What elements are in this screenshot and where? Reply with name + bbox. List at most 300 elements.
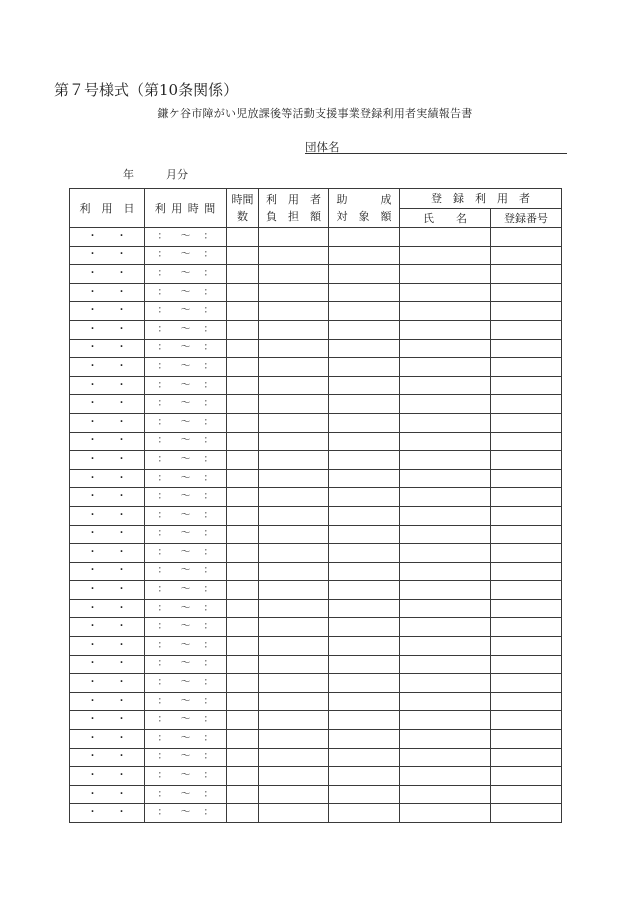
time-colon: ： (157, 323, 168, 335)
time-colon: ： (157, 305, 168, 317)
subsidy-target-cell[interactable] (329, 599, 400, 618)
hours-cell[interactable] (227, 599, 259, 618)
usage-time-cell[interactable] (145, 246, 227, 265)
usage-time-cell[interactable] (145, 451, 227, 470)
subsidy-target-cell[interactable] (329, 711, 400, 730)
subsidy-target-cell[interactable] (329, 581, 400, 600)
date-separator-dot: ・ (116, 677, 127, 689)
hours-cell[interactable] (227, 581, 259, 600)
subsidy-target-cell[interactable] (329, 302, 400, 321)
date-separators (70, 768, 144, 785)
registration-number-cell[interactable] (491, 413, 562, 432)
registration-number-cell[interactable] (491, 265, 562, 284)
hours-cell[interactable] (227, 358, 259, 377)
hours-cell[interactable] (227, 618, 259, 637)
user-burden-cell[interactable] (259, 488, 329, 507)
table-row (70, 432, 562, 451)
time-range-tilde: ～ (180, 453, 191, 465)
registration-number-cell[interactable] (491, 302, 562, 321)
time-range-separators (145, 247, 226, 264)
user-burden-cell[interactable] (259, 302, 329, 321)
time-colon: ： (203, 435, 214, 447)
subsidy-target-cell[interactable] (329, 339, 400, 358)
usage-time-cell[interactable] (145, 562, 227, 581)
user-burden-cell[interactable] (259, 655, 329, 674)
registration-number-cell[interactable] (491, 730, 562, 749)
hours-cell[interactable] (227, 637, 259, 656)
usage-date-cell[interactable] (70, 228, 145, 247)
user-name-cell[interactable] (400, 320, 491, 339)
user-burden-cell[interactable] (259, 599, 329, 618)
date-separator-dot: ・ (116, 788, 127, 800)
date-separator-dot: ・ (87, 230, 98, 242)
date-separator-dot: ・ (87, 584, 98, 596)
time-colon: ： (157, 546, 168, 558)
hours-cell[interactable] (227, 730, 259, 749)
hours-cell[interactable] (227, 339, 259, 358)
hours-cell[interactable] (227, 562, 259, 581)
usage-date-cell[interactable] (70, 376, 145, 395)
user-name-cell[interactable] (400, 730, 491, 749)
usage-date-cell[interactable] (70, 395, 145, 414)
subsidy-target-cell[interactable] (329, 395, 400, 414)
hours-cell[interactable] (227, 767, 259, 786)
subsidy-target-cell[interactable] (329, 785, 400, 804)
hours-cell[interactable] (227, 395, 259, 414)
user-name-cell[interactable] (400, 804, 491, 823)
usage-date-cell[interactable] (70, 748, 145, 767)
subsidy-target-cell[interactable] (329, 804, 400, 823)
hours-cell[interactable] (227, 265, 259, 284)
subsidy-target-cell[interactable] (329, 655, 400, 674)
time-colon: ： (157, 509, 168, 521)
user-name-cell[interactable] (400, 692, 491, 711)
usage-time-cell[interactable] (145, 748, 227, 767)
user-burden-cell[interactable] (259, 544, 329, 563)
user-name-cell[interactable] (400, 246, 491, 265)
user-burden-cell[interactable] (259, 748, 329, 767)
usage-time-cell[interactable] (145, 785, 227, 804)
time-range-separators (145, 414, 226, 431)
usage-time-cell[interactable] (145, 469, 227, 488)
usage-date-cell[interactable] (70, 618, 145, 637)
hours-cell[interactable] (227, 246, 259, 265)
usage-date-cell[interactable] (70, 283, 145, 302)
user-burden-cell[interactable] (259, 711, 329, 730)
user-name-cell[interactable] (400, 674, 491, 693)
usage-time-cell[interactable] (145, 413, 227, 432)
usage-date-cell[interactable] (70, 525, 145, 544)
date-separators (70, 451, 144, 468)
subsidy-target-cell[interactable] (329, 730, 400, 749)
hours-cell[interactable] (227, 451, 259, 470)
registration-number-cell[interactable] (491, 358, 562, 377)
hours-cell[interactable] (227, 376, 259, 395)
subsidy-target-cell[interactable] (329, 413, 400, 432)
usage-date-cell[interactable] (70, 637, 145, 656)
user-burden-cell[interactable] (259, 413, 329, 432)
hours-cell[interactable] (227, 413, 259, 432)
date-separators (70, 321, 144, 338)
time-colon: ： (203, 286, 214, 298)
time-range-tilde: ～ (180, 714, 191, 726)
time-range-separators (145, 768, 226, 785)
user-name-cell[interactable] (400, 283, 491, 302)
usage-date-cell[interactable] (70, 506, 145, 525)
user-burden-cell[interactable] (259, 618, 329, 637)
usage-time-cell[interactable] (145, 804, 227, 823)
usage-date-cell[interactable] (70, 302, 145, 321)
registration-number-cell[interactable] (491, 283, 562, 302)
registration-number-cell[interactable] (491, 599, 562, 618)
user-burden-cell[interactable] (259, 358, 329, 377)
date-separators (70, 749, 144, 766)
user-name-cell[interactable] (400, 302, 491, 321)
date-separator-dot: ・ (116, 621, 127, 633)
date-separators (70, 377, 144, 394)
registration-number-cell[interactable] (491, 246, 562, 265)
user-burden-cell[interactable] (259, 767, 329, 786)
usage-date-cell[interactable] (70, 655, 145, 674)
user-name-cell[interactable] (400, 395, 491, 414)
hours-cell[interactable] (227, 432, 259, 451)
header-registration-number-label: 登録番号 (504, 211, 548, 225)
registration-number-cell[interactable] (491, 451, 562, 470)
organization-name-field[interactable] (305, 140, 567, 154)
usage-time-cell[interactable] (145, 544, 227, 563)
user-burden-cell[interactable] (259, 804, 329, 823)
date-separator-dot: ・ (116, 360, 127, 372)
time-range-tilde: ～ (180, 807, 191, 819)
user-burden-cell[interactable] (259, 469, 329, 488)
usage-time-cell[interactable] (145, 692, 227, 711)
usage-date-cell[interactable] (70, 674, 145, 693)
subsidy-target-cell[interactable] (329, 692, 400, 711)
user-name-cell[interactable] (400, 469, 491, 488)
usage-date-cell[interactable] (70, 246, 145, 265)
subsidy-target-cell[interactable] (329, 469, 400, 488)
usage-date-cell[interactable] (70, 804, 145, 823)
hours-cell[interactable] (227, 785, 259, 804)
user-name-cell[interactable] (400, 618, 491, 637)
registration-number-cell[interactable] (491, 581, 562, 600)
user-burden-cell[interactable] (259, 265, 329, 284)
hours-cell[interactable] (227, 302, 259, 321)
date-separator-dot: ・ (116, 435, 127, 447)
user-burden-cell[interactable] (259, 339, 329, 358)
date-separator-dot: ・ (116, 658, 127, 670)
header-hours (227, 189, 259, 228)
header-registered-user-label: 登 録 利 用 者 (431, 192, 530, 205)
time-range-separators (145, 284, 226, 301)
date-separator-dot: ・ (87, 565, 98, 577)
time-range-tilde: ～ (180, 751, 191, 763)
usage-time-cell[interactable] (145, 339, 227, 358)
hours-cell[interactable] (227, 488, 259, 507)
subsidy-target-cell[interactable] (329, 748, 400, 767)
subsidy-target-cell[interactable] (329, 618, 400, 637)
user-name-cell[interactable] (400, 581, 491, 600)
usage-date-cell[interactable] (70, 692, 145, 711)
user-name-cell[interactable] (400, 228, 491, 247)
usage-date-cell[interactable] (70, 320, 145, 339)
subsidy-target-cell[interactable] (329, 283, 400, 302)
subsidy-target-cell[interactable] (329, 451, 400, 470)
usage-date-cell[interactable] (70, 711, 145, 730)
registration-number-cell[interactable] (491, 785, 562, 804)
registration-number-cell[interactable] (491, 655, 562, 674)
time-range-separators (145, 470, 226, 487)
date-separators (70, 247, 144, 264)
time-range-tilde: ～ (180, 788, 191, 800)
date-separator-dot: ・ (87, 807, 98, 819)
usage-time-cell[interactable] (145, 767, 227, 786)
registration-number-cell[interactable] (491, 674, 562, 693)
date-separator-dot: ・ (116, 546, 127, 558)
usage-date-cell[interactable] (70, 599, 145, 618)
usage-time-cell[interactable] (145, 506, 227, 525)
usage-time-cell[interactable] (145, 711, 227, 730)
user-burden-cell[interactable] (259, 451, 329, 470)
usage-date-cell[interactable] (70, 265, 145, 284)
user-name-cell[interactable] (400, 599, 491, 618)
date-separator-dot: ・ (116, 342, 127, 354)
usage-time-cell[interactable] (145, 376, 227, 395)
time-colon: ： (203, 621, 214, 633)
user-name-cell[interactable] (400, 544, 491, 563)
subsidy-target-cell[interactable] (329, 506, 400, 525)
usage-date-cell[interactable] (70, 469, 145, 488)
subsidy-target-cell[interactable] (329, 674, 400, 693)
usage-date-cell[interactable] (70, 581, 145, 600)
time-range-tilde: ～ (180, 509, 191, 521)
user-name-cell[interactable] (400, 339, 491, 358)
subsidy-target-cell[interactable] (329, 358, 400, 377)
user-name-cell[interactable] (400, 265, 491, 284)
user-name-cell[interactable] (400, 525, 491, 544)
subsidy-target-cell[interactable] (329, 432, 400, 451)
user-burden-cell[interactable] (259, 525, 329, 544)
user-burden-cell[interactable] (259, 246, 329, 265)
registration-number-cell[interactable] (491, 692, 562, 711)
date-separator-dot: ・ (87, 342, 98, 354)
user-name-cell[interactable] (400, 637, 491, 656)
user-burden-cell[interactable] (259, 228, 329, 247)
hours-cell[interactable] (227, 674, 259, 693)
usage-date-cell[interactable] (70, 358, 145, 377)
subsidy-target-cell[interactable] (329, 320, 400, 339)
registration-number-cell[interactable] (491, 488, 562, 507)
usage-time-cell[interactable] (145, 283, 227, 302)
time-colon: ： (157, 770, 168, 782)
usage-time-cell[interactable] (145, 674, 227, 693)
registration-number-cell[interactable] (491, 544, 562, 563)
user-burden-cell[interactable] (259, 562, 329, 581)
registration-number-cell[interactable] (491, 711, 562, 730)
usage-time-cell[interactable] (145, 228, 227, 247)
usage-time-cell[interactable] (145, 320, 227, 339)
registration-number-cell[interactable] (491, 767, 562, 786)
time-colon: ： (157, 491, 168, 503)
registration-number-cell[interactable] (491, 637, 562, 656)
registration-number-cell[interactable] (491, 469, 562, 488)
registration-number-cell[interactable] (491, 804, 562, 823)
date-separator-dot: ・ (116, 565, 127, 577)
hours-cell[interactable] (227, 469, 259, 488)
usage-time-cell[interactable] (145, 525, 227, 544)
subsidy-target-cell[interactable] (329, 376, 400, 395)
usage-date-cell[interactable] (70, 413, 145, 432)
hours-cell[interactable] (227, 283, 259, 302)
date-separator-dot: ・ (87, 732, 98, 744)
subsidy-target-cell[interactable] (329, 767, 400, 786)
time-colon: ： (203, 416, 214, 428)
header-subsidy-target (329, 189, 400, 228)
time-range-tilde: ～ (180, 267, 191, 279)
usage-date-cell[interactable] (70, 767, 145, 786)
user-name-cell[interactable] (400, 451, 491, 470)
user-burden-cell[interactable] (259, 376, 329, 395)
registration-number-cell[interactable] (491, 748, 562, 767)
hours-cell[interactable] (227, 692, 259, 711)
date-separator-dot: ・ (116, 602, 127, 614)
usage-time-cell[interactable] (145, 618, 227, 637)
time-range-tilde: ～ (180, 435, 191, 447)
user-name-cell[interactable] (400, 376, 491, 395)
hours-cell[interactable] (227, 320, 259, 339)
date-separator-dot: ・ (87, 249, 98, 261)
registration-number-cell[interactable] (491, 228, 562, 247)
user-name-cell[interactable] (400, 655, 491, 674)
user-burden-cell[interactable] (259, 730, 329, 749)
date-separator-dot: ・ (116, 639, 127, 651)
hours-cell[interactable] (227, 228, 259, 247)
time-colon: ： (157, 584, 168, 596)
subsidy-target-cell[interactable] (329, 246, 400, 265)
usage-time-cell[interactable] (145, 432, 227, 451)
user-name-cell[interactable] (400, 711, 491, 730)
subsidy-target-cell[interactable] (329, 265, 400, 284)
registration-number-cell[interactable] (491, 376, 562, 395)
usage-time-cell[interactable] (145, 730, 227, 749)
date-separator-dot: ・ (116, 379, 127, 391)
usage-date-cell[interactable] (70, 785, 145, 804)
user-name-cell[interactable] (400, 358, 491, 377)
hours-cell[interactable] (227, 711, 259, 730)
hours-cell[interactable] (227, 748, 259, 767)
time-colon: ： (157, 249, 168, 261)
usage-time-cell[interactable] (145, 655, 227, 674)
month-input-blank[interactable] (136, 168, 164, 182)
subsidy-target-cell[interactable] (329, 544, 400, 563)
user-name-cell[interactable] (400, 432, 491, 451)
subsidy-target-cell[interactable] (329, 525, 400, 544)
date-separator-dot: ・ (116, 584, 127, 596)
usage-time-cell[interactable] (145, 488, 227, 507)
subsidy-target-cell[interactable] (329, 637, 400, 656)
usage-time-cell[interactable] (145, 395, 227, 414)
usage-time-cell[interactable] (145, 302, 227, 321)
registration-number-cell[interactable] (491, 618, 562, 637)
user-burden-cell[interactable] (259, 785, 329, 804)
usage-date-cell[interactable] (70, 339, 145, 358)
registration-number-cell[interactable] (491, 562, 562, 581)
table-row (70, 804, 562, 823)
time-colon: ： (157, 379, 168, 391)
time-colon: ： (203, 639, 214, 651)
user-burden-cell[interactable] (259, 637, 329, 656)
user-burden-cell[interactable] (259, 692, 329, 711)
registration-number-cell[interactable] (491, 506, 562, 525)
hours-cell[interactable] (227, 804, 259, 823)
usage-time-cell[interactable] (145, 637, 227, 656)
table-row (70, 339, 562, 358)
time-range-tilde: ～ (180, 528, 191, 540)
time-range-separators (145, 544, 226, 561)
table-row (70, 785, 562, 804)
usage-time-cell[interactable] (145, 265, 227, 284)
registration-number-cell[interactable] (491, 339, 562, 358)
usage-date-cell[interactable] (70, 562, 145, 581)
user-burden-cell[interactable] (259, 320, 329, 339)
hours-cell[interactable] (227, 544, 259, 563)
date-separator-dot: ・ (87, 677, 98, 689)
time-range-separators (145, 377, 226, 394)
user-burden-cell[interactable] (259, 506, 329, 525)
user-burden-cell[interactable] (259, 395, 329, 414)
usage-report-table (69, 188, 562, 823)
usage-time-cell[interactable] (145, 358, 227, 377)
usage-time-cell[interactable] (145, 599, 227, 618)
hours-cell[interactable] (227, 525, 259, 544)
registration-number-cell[interactable] (491, 395, 562, 414)
user-burden-cell[interactable] (259, 432, 329, 451)
date-separator-dot: ・ (116, 695, 127, 707)
user-name-cell[interactable] (400, 785, 491, 804)
user-name-cell[interactable] (400, 748, 491, 767)
user-name-cell[interactable] (400, 562, 491, 581)
usage-date-cell[interactable] (70, 730, 145, 749)
date-separators (70, 489, 144, 506)
hours-cell[interactable] (227, 655, 259, 674)
registration-number-cell[interactable] (491, 432, 562, 451)
subsidy-target-cell[interactable] (329, 228, 400, 247)
usage-date-cell[interactable] (70, 544, 145, 563)
user-name-cell[interactable] (400, 488, 491, 507)
registration-number-cell[interactable] (491, 525, 562, 544)
user-name-cell[interactable] (400, 767, 491, 786)
user-name-cell[interactable] (400, 506, 491, 525)
user-name-cell[interactable] (400, 413, 491, 432)
time-range-separators (145, 340, 226, 357)
hours-cell[interactable] (227, 506, 259, 525)
date-separators (70, 600, 144, 617)
usage-date-cell[interactable] (70, 451, 145, 470)
time-colon: ： (203, 751, 214, 763)
user-burden-cell[interactable] (259, 674, 329, 693)
registration-number-cell[interactable] (491, 320, 562, 339)
user-burden-cell[interactable] (259, 581, 329, 600)
usage-time-cell[interactable] (145, 581, 227, 600)
user-burden-cell[interactable] (259, 283, 329, 302)
time-range-separators (145, 786, 226, 803)
subsidy-target-cell[interactable] (329, 488, 400, 507)
usage-date-cell[interactable] (70, 432, 145, 451)
subsidy-target-cell[interactable] (329, 562, 400, 581)
date-separators (70, 656, 144, 673)
usage-date-cell[interactable] (70, 488, 145, 507)
date-separators (70, 507, 144, 524)
